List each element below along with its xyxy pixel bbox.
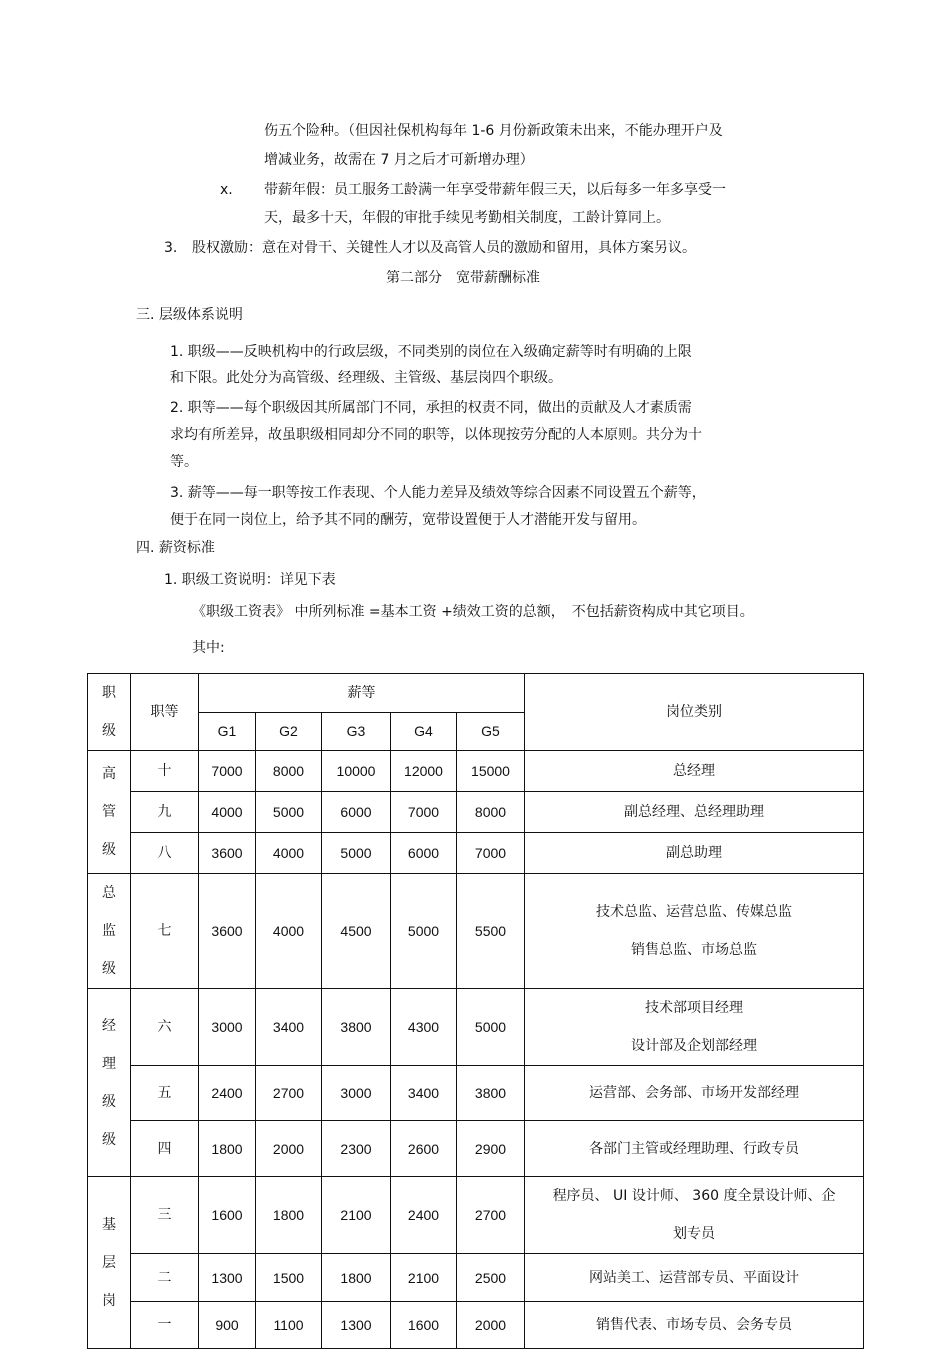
paragraph-line: 《职级工资表》 中所列标准 =基本工资 +绩效工资的总额， 不包括薪资构成中其它项目。	[192, 604, 754, 620]
value-cell: 900	[199, 1302, 256, 1349]
paragraph-line: 3. 薪等——每一职等按工作表现、个人能力差异及绩效等综合因素不同设置五个薪等，	[170, 485, 706, 501]
value-cell: 2500	[457, 1254, 525, 1302]
table-row	[88, 1302, 864, 1349]
list-marker: 3.	[164, 240, 178, 256]
table-row	[88, 792, 864, 833]
table-row	[88, 989, 864, 1066]
value-cell: 5000	[391, 874, 457, 989]
value-cell: 2000	[457, 1302, 525, 1349]
value-cell: 5000	[457, 989, 525, 1066]
section-heading: 四. 薪资标准	[136, 540, 215, 556]
paragraph-line: 带薪年假：员工服务工龄满一年享受带薪年假三天，以后每多一年多享受一	[264, 182, 726, 198]
header-g1: G1	[199, 712, 256, 751]
table-row	[88, 1121, 864, 1177]
post-cell: 总经理	[525, 751, 864, 792]
post-cell	[525, 989, 864, 1066]
value-cell: 2000	[256, 1121, 322, 1177]
post-line: 技术部项目经理	[645, 1000, 744, 1016]
paragraph-line: 2. 职等——每个职级因其所属部门不同，承担的权责不同，做出的贡献及人才素质需	[170, 400, 692, 416]
section-heading: 三. 层级体系说明	[136, 307, 243, 323]
header-level: 职级	[88, 674, 131, 751]
value-cell: 3800	[322, 989, 391, 1066]
post-cell	[525, 874, 864, 989]
header-g5: G5	[457, 712, 525, 751]
paragraph-line: 1. 职级——反映机构中的行政层级，不同类别的岗位在入级确定薪等时有明确的上限	[170, 344, 692, 360]
post-cell	[525, 1177, 864, 1254]
level-cell: 基层岗	[88, 1177, 131, 1349]
value-cell: 7000	[391, 792, 457, 833]
value-cell: 8000	[457, 792, 525, 833]
value-cell: 6000	[322, 792, 391, 833]
value-cell: 2300	[322, 1121, 391, 1177]
value-cell: 3000	[199, 989, 256, 1066]
value-cell: 10000	[322, 751, 391, 792]
value-cell: 4000	[256, 874, 322, 989]
list-marker: x.	[220, 182, 233, 198]
value-cell: 2700	[457, 1177, 525, 1254]
paragraph-line: 天，最多十天，年假的审批手续见考勤相关制度，工龄计算同上。	[264, 210, 670, 226]
header-paygrade: 薪等	[199, 674, 525, 713]
value-cell: 2400	[199, 1066, 256, 1121]
table-row	[88, 1066, 864, 1121]
grade-cell: 六	[131, 989, 199, 1066]
value-cell: 1300	[322, 1302, 391, 1349]
value-cell: 7000	[457, 833, 525, 874]
value-cell: 15000	[457, 751, 525, 792]
value-cell: 1800	[199, 1121, 256, 1177]
level-cell: 高管级	[88, 751, 131, 874]
value-cell: 1600	[391, 1302, 457, 1349]
value-cell: 2400	[391, 1177, 457, 1254]
header-post: 岗位类别	[525, 674, 864, 751]
value-cell: 6000	[391, 833, 457, 874]
value-cell: 4000	[256, 833, 322, 874]
level-cell: 总监级	[88, 874, 131, 989]
post-cell: 运营部、会务部、市场开发部经理	[525, 1066, 864, 1121]
grade-cell: 十	[131, 751, 199, 792]
paragraph-line: 其中:	[192, 640, 225, 656]
post-cell: 各部门主管或经理助理、行政专员	[525, 1121, 864, 1177]
value-cell: 3800	[457, 1066, 525, 1121]
post-line: 设计部及企划部经理	[631, 1038, 758, 1054]
section-title: 第二部分 宽带薪酬标准	[386, 270, 540, 286]
value-cell: 4300	[391, 989, 457, 1066]
level-cell: 经理级级	[88, 989, 131, 1177]
value-cell: 1100	[256, 1302, 322, 1349]
header-g2: G2	[256, 712, 322, 751]
table-row	[88, 1254, 864, 1302]
value-cell: 2600	[391, 1121, 457, 1177]
grade-cell: 四	[131, 1121, 199, 1177]
header-g3: G3	[322, 712, 391, 751]
paragraph-line: 便于在同一岗位上，给予其不同的酬劳，宽带设置便于人才潜能开发与留用。	[170, 512, 646, 528]
paragraph-line: 伤五个险种。（但因社保机构每年 1-6 月份新政策未出来，不能办理开户及	[264, 123, 723, 139]
value-cell: 2100	[322, 1177, 391, 1254]
table-row	[88, 833, 864, 874]
value-cell: 2700	[256, 1066, 322, 1121]
paragraph-line: 等。	[170, 454, 198, 470]
value-cell: 1600	[199, 1177, 256, 1254]
table-row	[88, 1177, 864, 1254]
table-row	[88, 751, 864, 792]
value-cell: 7000	[199, 751, 256, 792]
value-cell: 5000	[256, 792, 322, 833]
value-cell: 1500	[256, 1254, 322, 1302]
header-grade: 职等	[131, 674, 199, 751]
value-cell: 4500	[322, 874, 391, 989]
post-line: 划专员	[673, 1226, 716, 1242]
grade-cell: 五	[131, 1066, 199, 1121]
header-g4: G4	[391, 712, 457, 751]
paragraph-line: 1. 职级工资说明：详见下表	[164, 572, 336, 588]
value-cell: 2100	[391, 1254, 457, 1302]
post-cell: 销售代表、市场专员、会务专员	[525, 1302, 864, 1349]
value-cell: 12000	[391, 751, 457, 792]
value-cell: 1800	[256, 1177, 322, 1254]
table-row	[88, 874, 864, 989]
grade-cell: 一	[131, 1302, 199, 1349]
grade-cell: 二	[131, 1254, 199, 1302]
grade-cell: 七	[131, 874, 199, 989]
value-cell: 4000	[199, 792, 256, 833]
value-cell: 3400	[256, 989, 322, 1066]
paragraph-line: 股权激励：意在对骨干、关键性人才以及高管人员的激励和留用，具体方案另议。	[192, 240, 696, 256]
value-cell: 3000	[322, 1066, 391, 1121]
post-line: 程序员、 UI 设计师、 360 度全景设计师、企	[552, 1188, 836, 1204]
post-cell: 副总经理、总经理助理	[525, 792, 864, 833]
value-cell: 8000	[256, 751, 322, 792]
post-line: 销售总监、市场总监	[631, 942, 758, 958]
value-cell: 1800	[322, 1254, 391, 1302]
grade-cell: 九	[131, 792, 199, 833]
value-cell: 5000	[322, 833, 391, 874]
paragraph-line: 增减业务，故需在 7 月之后才可新增办理）	[264, 152, 534, 168]
salary-table	[87, 673, 864, 1349]
post-cell: 网站美工、运营部专员、平面设计	[525, 1254, 864, 1302]
value-cell: 1300	[199, 1254, 256, 1302]
paragraph-line: 求均有所差异，故虽职级相同却分不同的职等，以体现按劳分配的人本原则。共分为十	[170, 427, 702, 443]
grade-cell: 三	[131, 1177, 199, 1254]
value-cell: 2900	[457, 1121, 525, 1177]
paragraph-line: 和下限。此处分为高管级、经理级、主管级、基层岗四个职级。	[170, 370, 562, 386]
value-cell: 3400	[391, 1066, 457, 1121]
grade-cell: 八	[131, 833, 199, 874]
post-cell: 副总助理	[525, 833, 864, 874]
value-cell: 5500	[457, 874, 525, 989]
value-cell: 3600	[199, 874, 256, 989]
value-cell: 3600	[199, 833, 256, 874]
post-line: 技术总监、运营总监、传媒总监	[596, 904, 793, 920]
